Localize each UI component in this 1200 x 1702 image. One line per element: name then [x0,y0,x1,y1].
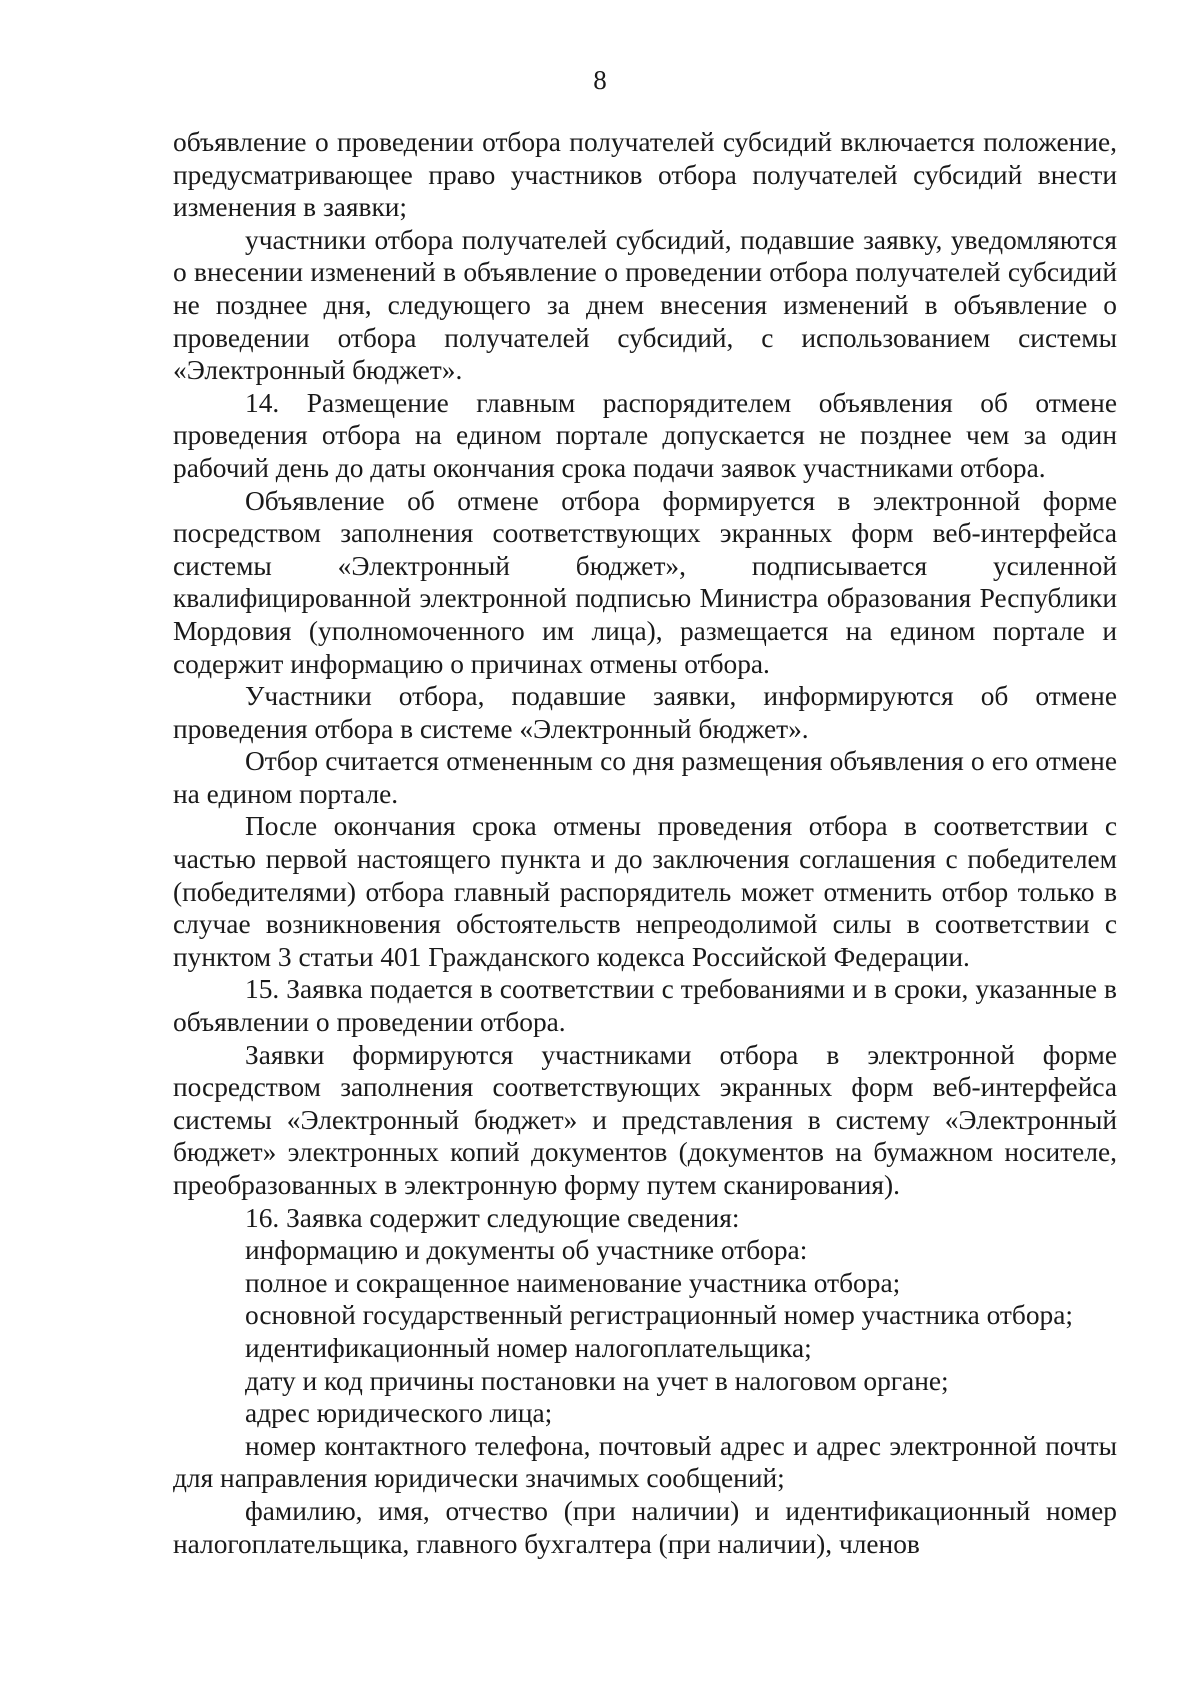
list-item: информацию и документы об участнике отбора: [245,1235,808,1266]
paragraph: участники отбора получателей субсидий, подавшие заявку, уведомляются о внесении изменений в объявление о проведении отбора получателей субсидий не позднее дня, следующего за днем внесения изменений в объявление о проведении отбора получателей субсидий, с использованием системы «Электронный бюджет». [173,224,1117,386]
paragraph: Участники отбора, подавшие заявки, информируются об отмене проведения отбора в системе «Электронный бюджет». [173,681,1117,744]
page-number: 8 [593,65,607,95]
list-item: идентификационный номер налогоплательщика; [245,1332,812,1363]
paragraph: 15. Заявка подается в соответствии с требованиями и в сроки, указанные в объявлении о проведении отбора. [173,974,1117,1038]
list-item: номер контактного телефона, почтовый адрес и адрес электронной почты для направления юридически значимых сообщений; [173,1430,1117,1494]
paragraph: После окончания срока отмены проведения отбора в соответствии с частью первой настоящего пункта и до заключения соглашения с победителем (победителями) отбора главный распорядитель может отменить отбор только в случае возникновения обстоятельств непреодолимой силы в соответствии с пунктом 3 статьи 401 Гражданского кодекса Российской Федерации. [173,811,1117,972]
list-item: фамилию, имя, отчество (при наличии) и идентификационный номер налогоплательщика, главного бухгалтера (при наличии), членов [173,1495,1117,1559]
list-item: полное и сокращенное наименование участника отбора; [245,1267,901,1298]
paragraph: 14. Размещение главным распорядителем объявления об отмене проведения отбора на едином портале допускается не позднее чем за один рабочий день до даты окончания срока подачи заявок участниками отбора. [173,387,1117,483]
paragraph: Отбор считается отмененным со дня размещения объявления о его отмене на едином портале. [173,746,1117,809]
list-item: адрес юридического лица; [245,1398,553,1429]
list-item: основной государственный регистрационный номер участника отбора; [245,1300,1073,1331]
paragraph: Заявки формируются участниками отбора в электронной форме посредством заполнения соответствующих экранных форм веб-интерфейса системы «Электронный бюджет» и представления в систему «Электронный бюджет» электронных копий документов (документов на бумажном носителе, преобразованных в электронную форму путем сканирования). [173,1039,1117,1200]
paragraph: 16. Заявка содержит следующие сведения: [245,1202,740,1233]
list-item: дату и код причины постановки на учет в налоговом органе; [245,1365,949,1396]
paragraph: Объявление об отмене отбора формируется в электронной форме посредством заполнения соответствующих экранных форм веб-интерфейса системы «Электронный бюджет», подписывается усиленной квалифицированной электронной подписью Министра образования Республики Мордовия (уполномоченного им лица), размещается на едином портале и содержит информацию о причинах отмены отбора. [173,485,1117,679]
paragraph: объявление о проведении отбора получателей субсидий включается положение, предусматривающее право участников отбора получателей субсидий внести изменения в заявки; [173,127,1117,223]
document-body [173,126,1117,1560]
